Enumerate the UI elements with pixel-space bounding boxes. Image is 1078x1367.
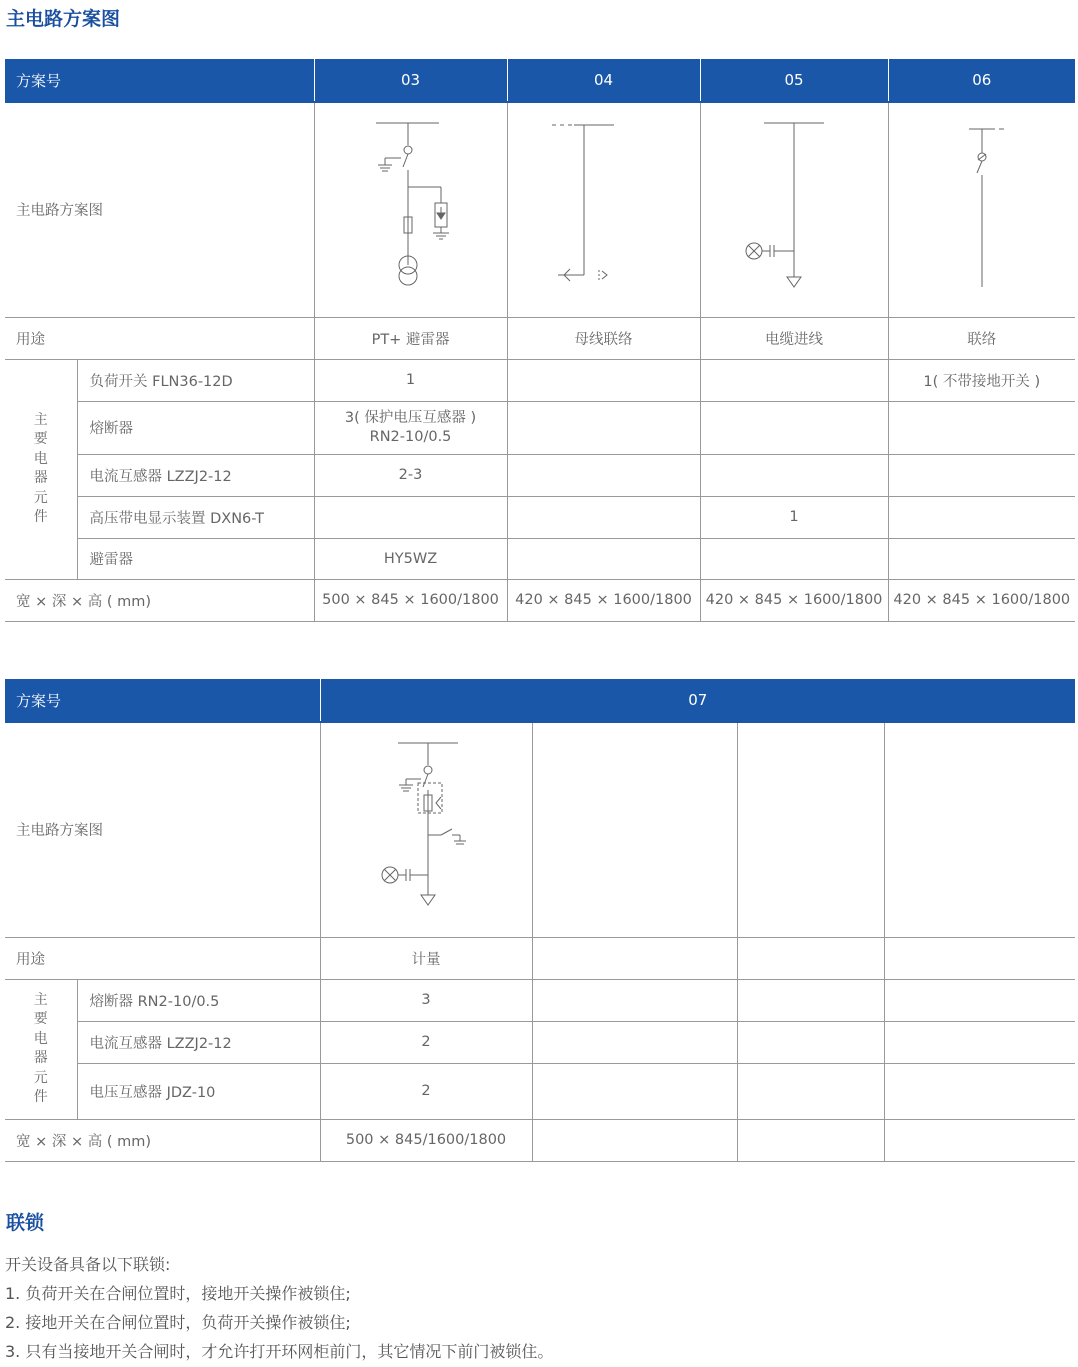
component-name: 电流互感器 LZZJ2-12 — [77, 1021, 320, 1063]
empty-cell — [884, 1119, 1075, 1161]
dims-07: 500 × 845/1600/1800 — [320, 1119, 532, 1161]
component-value — [700, 454, 888, 496]
component-value — [507, 496, 700, 538]
component-value: 3( 保护电压互感器 ) RN2-10/0.5 — [314, 401, 507, 454]
component-name: 高压带电显示装置 DXN6-T — [77, 496, 314, 538]
empty-cell — [737, 722, 884, 937]
empty-cell — [737, 1119, 884, 1161]
empty-cell — [884, 979, 1075, 1021]
scheme-table-2 — [5, 679, 1075, 1162]
empty-cell — [532, 1021, 737, 1063]
component-value: 2-3 — [314, 454, 507, 496]
empty-cell — [532, 979, 737, 1021]
usage-03: PT+ 避雷器 — [314, 317, 507, 359]
section-title-interlock: 联锁 — [6, 1212, 45, 1234]
empty-cell — [737, 1021, 884, 1063]
component-value — [507, 401, 700, 454]
dims-06: 420 × 845 × 1600/1800 — [888, 579, 1075, 621]
empty-cell — [884, 1063, 1075, 1119]
component-value: 1( 不带接地开关 ) — [888, 359, 1075, 401]
interlock-item: 1. 负荷开关在合闸位置时，接地开关操作被锁住; — [5, 1284, 351, 1303]
components-group-label: 主要电器元件 — [5, 359, 77, 579]
scheme-number-label: 方案号 — [5, 59, 314, 102]
component-value — [314, 496, 507, 538]
component-value — [507, 454, 700, 496]
empty-cell — [884, 937, 1075, 979]
usage-04: 母线联络 — [507, 317, 700, 359]
scheme-07-header: 07 — [320, 679, 1075, 722]
usage-07: 计量 — [320, 937, 532, 979]
component-value — [888, 496, 1075, 538]
interlock-list — [5, 1250, 553, 1366]
diagram-row-label: 主电路方案图 — [5, 722, 320, 937]
usage-label: 用途 — [5, 937, 320, 979]
component-name: 避雷器 — [77, 538, 314, 579]
scheme-table-1 — [5, 59, 1075, 622]
usage-05: 电缆进线 — [700, 317, 888, 359]
diagram-05 — [700, 102, 888, 317]
component-value: 2 — [320, 1021, 532, 1063]
diagram-03 — [314, 102, 507, 317]
component-value — [507, 538, 700, 579]
scheme-06-header: 06 — [888, 59, 1075, 102]
component-value: 1 — [314, 359, 507, 401]
usage-06: 联络 — [888, 317, 1075, 359]
component-name: 电流互感器 LZZJ2-12 — [77, 454, 314, 496]
component-name: 熔断器 RN2-10/0.5 — [77, 979, 320, 1021]
component-name: 负荷开关 FLN36-12D — [77, 359, 314, 401]
diagram-06 — [888, 102, 1075, 317]
dims-05: 420 × 845 × 1600/1800 — [700, 579, 888, 621]
component-value: 3 — [320, 979, 532, 1021]
empty-cell — [532, 937, 737, 979]
component-value — [700, 359, 888, 401]
dims-04: 420 × 845 × 1600/1800 — [507, 579, 700, 621]
usage-label: 用途 — [5, 317, 314, 359]
component-value — [888, 401, 1075, 454]
scheme-03-header: 03 — [314, 59, 507, 102]
empty-cell — [532, 1119, 737, 1161]
component-name: 电压互感器 JDZ-10 — [77, 1063, 320, 1119]
interlock-intro: 开关设备具备以下联锁: — [5, 1255, 171, 1274]
empty-cell — [884, 1021, 1075, 1063]
component-value — [888, 454, 1075, 496]
scheme-number-label: 方案号 — [5, 679, 320, 722]
dims-label: 宽 × 深 × 高 ( mm) — [5, 1119, 320, 1161]
scheme-05-header: 05 — [700, 59, 888, 102]
component-value — [700, 401, 888, 454]
dims-03: 500 × 845 × 1600/1800 — [314, 579, 507, 621]
component-value — [888, 538, 1075, 579]
component-value: 2 — [320, 1063, 532, 1119]
empty-cell — [532, 1063, 737, 1119]
section-title-main-circuit: 主电路方案图 — [6, 8, 121, 30]
empty-cell — [737, 937, 884, 979]
interlock-item: 3. 只有当接地开关合闸时，才允许打开环网柜前门，其它情况下前门被锁住。 — [5, 1342, 554, 1361]
empty-cell — [737, 979, 884, 1021]
diagram-row-label: 主电路方案图 — [5, 102, 314, 317]
component-value: HY5WZ — [314, 538, 507, 579]
empty-cell — [532, 722, 737, 937]
components-group-label: 主要电器元件 — [5, 979, 77, 1119]
diagram-04 — [507, 102, 700, 317]
component-value — [700, 538, 888, 579]
component-value — [507, 359, 700, 401]
empty-cell — [884, 722, 1075, 937]
diagram-07 — [320, 722, 532, 937]
dims-label: 宽 × 深 × 高 ( mm) — [5, 579, 314, 621]
empty-cell — [737, 1063, 884, 1119]
scheme-04-header: 04 — [507, 59, 700, 102]
component-name: 熔断器 — [77, 401, 314, 454]
interlock-item: 2. 接地开关在合闸位置时，负荷开关操作被锁住; — [5, 1313, 351, 1332]
component-value: 1 — [700, 496, 888, 538]
